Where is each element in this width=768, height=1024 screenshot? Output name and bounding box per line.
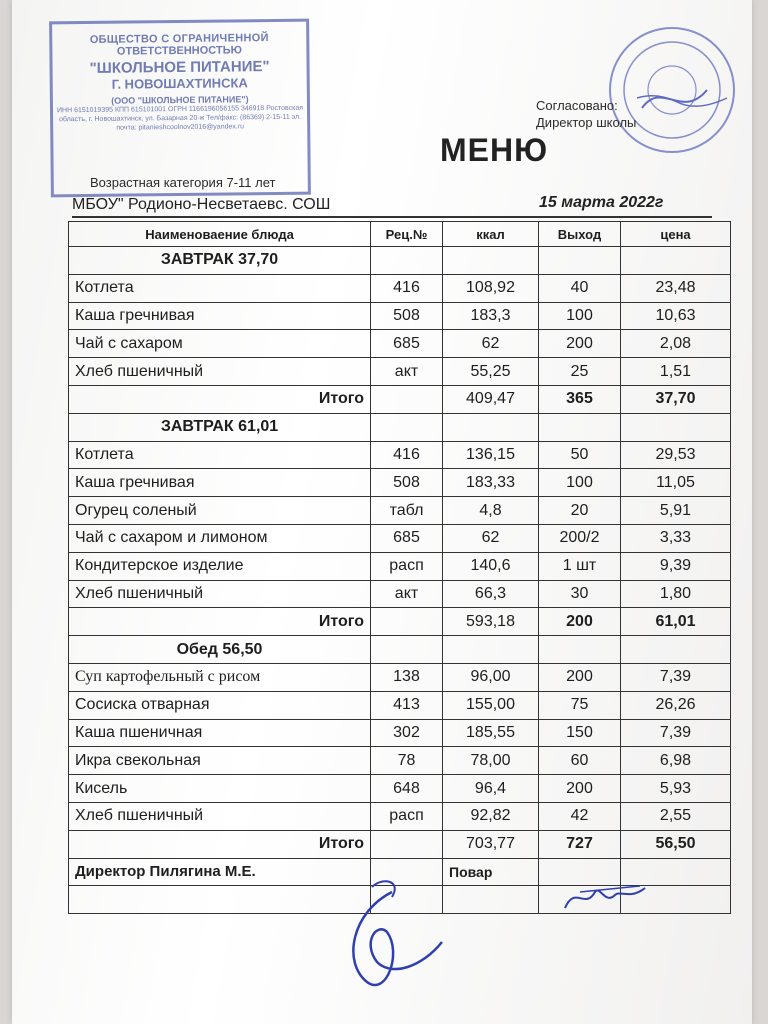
output-value: 100 [539, 469, 621, 497]
section-title: Обед 56,50 [69, 636, 371, 664]
table-row [69, 302, 731, 330]
price-value: 9,39 [621, 552, 731, 580]
dish-name: Кондитерское изделие [69, 552, 371, 580]
recipe-number: акт [371, 580, 443, 608]
col-recipe: Рец.№ [371, 222, 443, 247]
recipe-number: 508 [371, 469, 443, 497]
col-price: цена [621, 222, 731, 247]
stamp-line-4: Г. НОВОШАХТИНСКА [111, 75, 248, 92]
output-value: 200 [539, 775, 621, 803]
price-value: 2,55 [621, 802, 731, 830]
total-kcal: 409,47 [443, 385, 539, 413]
price-value: 11,05 [621, 469, 731, 497]
recipe-number: расп [371, 552, 443, 580]
table-row [69, 663, 731, 691]
recipe-number: 508 [371, 302, 443, 330]
output-value: 60 [539, 747, 621, 775]
output-value: 150 [539, 719, 621, 747]
table-row [69, 274, 731, 302]
recipe-number: 302 [371, 719, 443, 747]
output-value: 30 [539, 580, 621, 608]
recipe-number: 413 [371, 691, 443, 719]
dish-name: Котлета [69, 441, 371, 469]
recipe-number: расп [371, 802, 443, 830]
stamp-line-1: ОБЩЕСТВО С ОГРАНИЧЕННОЙ [89, 32, 269, 46]
total-label: Итого [69, 608, 371, 636]
kcal-value: 92,82 [443, 802, 539, 830]
stamp-line-2: ОТВЕТСТВЕННОСТЬЮ [116, 44, 242, 58]
stamp-details: ИНН 6151019395 КПП 615101001 ОГРН 1166196056155 346918 Ростовская область, г. Новошахтинск, ул. Базарная 20-ж Тел/факс: (86369) 2-15-11 эл. почта: pitanieshcoolnov2016@yandex.ru [56, 104, 304, 132]
dish-name: Огурец соленый [69, 497, 371, 525]
price-value: 26,26 [621, 691, 731, 719]
kcal-value: 140,6 [443, 552, 539, 580]
total-label: Итого [69, 385, 371, 413]
total-output: 365 [539, 385, 621, 413]
total-label: Итого [69, 830, 371, 858]
section-title: ЗАВТРАК 37,70 [69, 247, 371, 275]
kcal-value: 136,15 [443, 441, 539, 469]
kcal-value: 66,3 [443, 580, 539, 608]
dish-name: Сосиска отварная [69, 691, 371, 719]
total-output: 200 [539, 608, 621, 636]
col-kcal: ккал [443, 222, 539, 247]
price-value: 3,33 [621, 524, 731, 552]
kcal-value: 183,3 [443, 302, 539, 330]
total-row [69, 830, 731, 858]
dish-name: Каша гречнивая [69, 469, 371, 497]
dish-name: Чай с сахаром и лимоном [69, 524, 371, 552]
dish-name: Чай с сахаром [69, 330, 371, 358]
dish-name: Хлеб пшеничный [69, 580, 371, 608]
kcal-value: 4,8 [443, 497, 539, 525]
table-row [69, 802, 731, 830]
recipe-number: 685 [371, 524, 443, 552]
table-header-row [69, 222, 731, 247]
table-row [69, 330, 731, 358]
price-value: 7,39 [621, 663, 731, 691]
table-row [69, 775, 731, 803]
section-row [69, 636, 731, 664]
kcal-value: 55,25 [443, 358, 539, 386]
page-title: МЕНЮ [440, 132, 549, 168]
output-value: 42 [539, 802, 621, 830]
table-row [69, 441, 731, 469]
round-seal-icon [602, 20, 742, 160]
dish-name: Каша гречнивая [69, 302, 371, 330]
output-value: 200/2 [539, 524, 621, 552]
table-row [69, 358, 731, 386]
stamp-line-5: (ООО "ШКОЛЬНОЕ ПИТАНИЕ") [111, 94, 249, 106]
dish-name: Котлета [69, 274, 371, 302]
age-category: Возрастная категория 7-11 лет [90, 175, 276, 190]
recipe-number: 685 [371, 330, 443, 358]
price-value: 29,53 [621, 441, 731, 469]
total-price: 37,70 [621, 385, 731, 413]
table-row [69, 497, 731, 525]
approval-agreed: Согласовано: [536, 98, 618, 113]
kcal-value: 155,00 [443, 691, 539, 719]
price-value: 1,51 [621, 358, 731, 386]
recipe-number: 416 [371, 274, 443, 302]
kcal-value: 62 [443, 524, 539, 552]
total-kcal: 593,18 [443, 608, 539, 636]
dish-name: Каша пшеничная [69, 719, 371, 747]
kcal-value: 185,55 [443, 719, 539, 747]
kcal-value: 78,00 [443, 747, 539, 775]
price-value: 10,63 [621, 302, 731, 330]
approval-block [536, 97, 636, 131]
company-stamp [49, 19, 311, 198]
col-output: Выход [539, 222, 621, 247]
recipe-number: 648 [371, 775, 443, 803]
table-row [69, 524, 731, 552]
table-row [69, 552, 731, 580]
cook-label: Повар [443, 858, 539, 886]
kcal-value: 108,92 [443, 274, 539, 302]
price-value: 1,80 [621, 580, 731, 608]
dish-name: Икра свекольная [69, 747, 371, 775]
recipe-number: акт [371, 358, 443, 386]
kcal-value: 183,33 [443, 469, 539, 497]
menu-sheet [12, 0, 752, 1024]
table-row [69, 691, 731, 719]
menu-date: 15 марта 2022г [539, 194, 664, 211]
output-value: 200 [539, 663, 621, 691]
total-price: 61,01 [621, 608, 731, 636]
table-row [69, 747, 731, 775]
total-output: 727 [539, 830, 621, 858]
output-value: 200 [539, 330, 621, 358]
table-row [69, 580, 731, 608]
col-dish: Наименоваение блюда [69, 222, 371, 247]
dish-name: Хлеб пшеничный [69, 358, 371, 386]
director-signature-icon [332, 872, 462, 1002]
table-row [69, 469, 731, 497]
director-signature-label: Директор Пилягина М.Е. [69, 858, 371, 886]
stamp-line-3: "ШКОЛЬНОЕ ПИТАНИЕ" [89, 58, 270, 77]
output-value: 40 [539, 274, 621, 302]
table-row [69, 719, 731, 747]
section-row [69, 413, 731, 441]
output-value: 20 [539, 497, 621, 525]
kcal-value: 96,00 [443, 663, 539, 691]
total-kcal: 703,77 [443, 830, 539, 858]
section-title: ЗАВТРАК 61,01 [69, 413, 371, 441]
school-name: МБОУ" Родионо-Несветаевс. СОШ [72, 196, 331, 213]
output-value: 75 [539, 691, 621, 719]
approval-director: Директор школы [536, 115, 637, 130]
header-divider [72, 216, 712, 218]
cook-signature-icon [560, 880, 650, 915]
recipe-number: 138 [371, 663, 443, 691]
price-value: 6,98 [621, 747, 731, 775]
output-value: 50 [539, 441, 621, 469]
kcal-value: 96,4 [443, 775, 539, 803]
price-value: 2,08 [621, 330, 731, 358]
dish-name: Суп картофельный с рисом [69, 663, 371, 691]
dish-name: Кисель [69, 775, 371, 803]
kcal-value: 62 [443, 330, 539, 358]
price-value: 5,91 [621, 497, 731, 525]
dish-name: Хлеб пшеничный [69, 802, 371, 830]
price-value: 7,39 [621, 719, 731, 747]
output-value: 25 [539, 358, 621, 386]
total-row [69, 608, 731, 636]
section-row [69, 247, 731, 275]
output-value: 100 [539, 302, 621, 330]
price-value: 23,48 [621, 274, 731, 302]
total-price: 56,50 [621, 830, 731, 858]
output-value: 1 шт [539, 552, 621, 580]
recipe-number: 78 [371, 747, 443, 775]
price-value: 5,93 [621, 775, 731, 803]
recipe-number: табл [371, 497, 443, 525]
menu-table [68, 221, 731, 914]
recipe-number: 416 [371, 441, 443, 469]
total-row [69, 385, 731, 413]
